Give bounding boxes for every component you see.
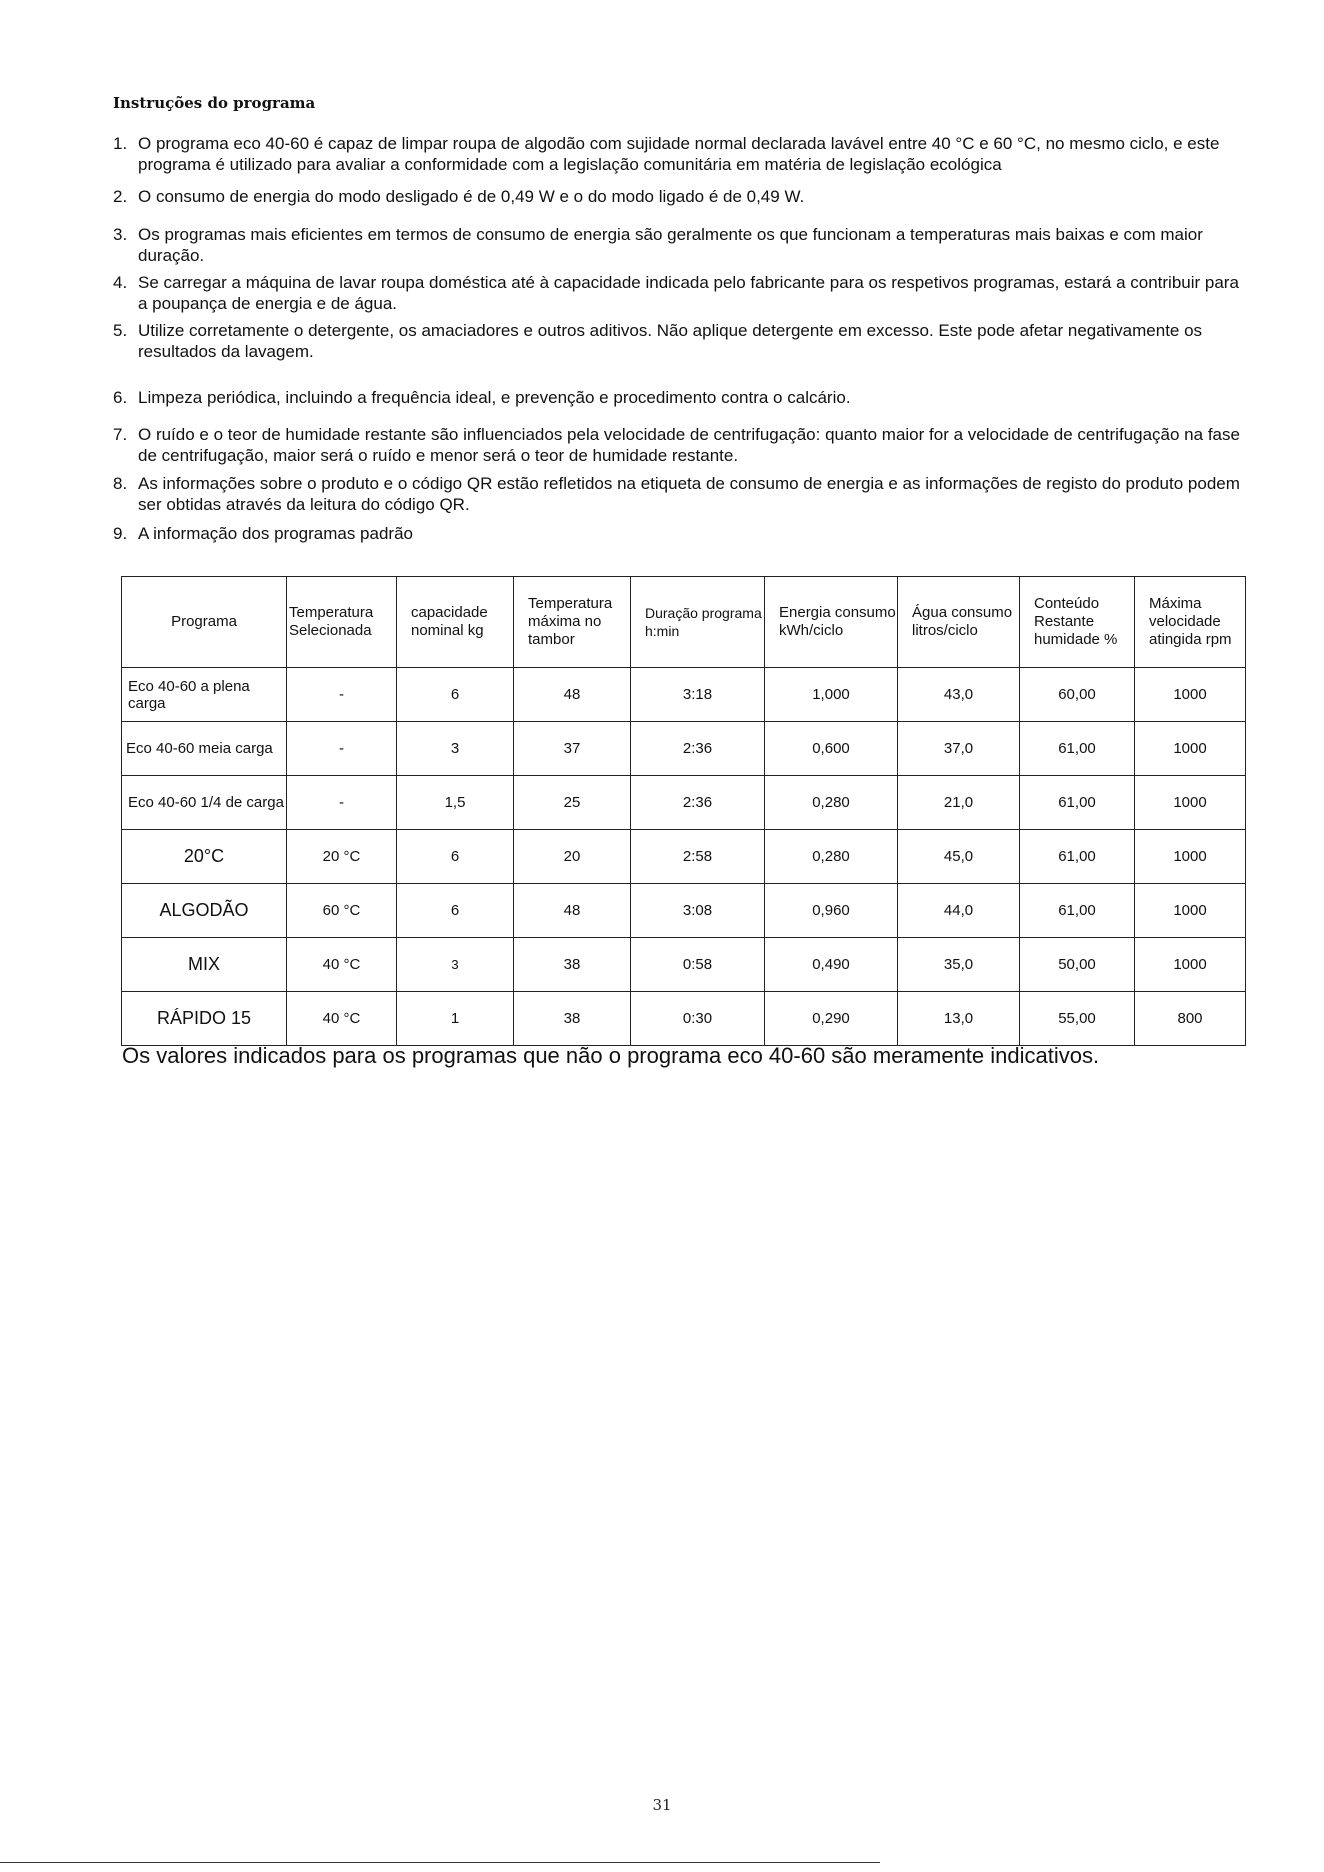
table-row bbox=[122, 722, 1246, 776]
table-row bbox=[122, 992, 1246, 1046]
table-cell: 37 bbox=[514, 722, 631, 776]
program-cell: Eco 40-60 1/4 de carga bbox=[122, 776, 287, 830]
table-cell: 13,0 bbox=[898, 992, 1020, 1046]
column-header: capacidade nominal kg bbox=[397, 577, 514, 668]
table-row bbox=[122, 776, 1246, 830]
table-cell: 21,0 bbox=[898, 776, 1020, 830]
list-item-text: O programa eco 40-60 é capaz de limpar roupa de algodão com sujidade normal declarada lavável entre 40 °C e 60 °C, no mesmo ciclo, e este programa é utilizado para avaliar a conformidade com a legislação comunitária em matéria de legislação ecológica bbox=[138, 134, 1220, 174]
list-item-number: 8. bbox=[113, 474, 128, 493]
column-header: Máxima velocidade atingida rpm bbox=[1135, 577, 1246, 668]
list-item-text: Utilize corretamente o detergente, os amaciadores e outros aditivos. Não aplique detergente em excesso. Este pode afetar negativamente os resultados da lavagem. bbox=[138, 321, 1203, 361]
column-header: Água consumo litros/ciclo bbox=[898, 577, 1020, 668]
program-cell: Eco 40-60 meia carga bbox=[122, 722, 287, 776]
program-cell: 20°C bbox=[122, 830, 287, 884]
table-cell: 1 bbox=[397, 992, 514, 1046]
column-header: Temperatura Selecionada bbox=[287, 577, 397, 668]
list-item-number: 2. bbox=[113, 187, 128, 206]
table-cell: 6 bbox=[397, 830, 514, 884]
table-cell: 1000 bbox=[1135, 722, 1246, 776]
table-header-row bbox=[122, 577, 1246, 668]
table-cell: 61,00 bbox=[1020, 830, 1135, 884]
list-item-number: 6. bbox=[113, 388, 128, 407]
table-cell: 48 bbox=[514, 668, 631, 722]
table-cell: 3 bbox=[397, 938, 514, 992]
column-header: Programa bbox=[122, 577, 287, 668]
table-cell: 1000 bbox=[1135, 884, 1246, 938]
table-cell: 2:36 bbox=[631, 722, 765, 776]
table-cell: 55,00 bbox=[1020, 992, 1135, 1046]
table-cell: 38 bbox=[514, 992, 631, 1046]
column-header: Energia consumo kWh/ciclo bbox=[765, 577, 898, 668]
table-cell: - bbox=[287, 722, 397, 776]
page-number: 31 bbox=[652, 1796, 672, 1814]
program-data-table bbox=[121, 576, 1246, 1046]
table-cell: 0,290 bbox=[765, 992, 898, 1046]
list-item-text: Se carregar a máquina de lavar roupa doméstica até à capacidade indicada pelo fabricante para os respetivos programas, estará a contribuir para a poupança de energia e de água. bbox=[138, 273, 1239, 313]
table-cell: 1000 bbox=[1135, 938, 1246, 992]
table-cell: 6 bbox=[397, 884, 514, 938]
list-item-text: O ruído e o teor de humidade restante são influenciados pela velocidade de centrifugação: quanto maior for a velocidade de centrifugação na fase de centrifugação, maior será o ruído e menor será o teor de humidade restante. bbox=[138, 425, 1240, 465]
table-cell: 6 bbox=[397, 668, 514, 722]
table-cell: - bbox=[287, 668, 397, 722]
table-cell: 48 bbox=[514, 884, 631, 938]
table-row bbox=[122, 668, 1246, 722]
table-cell: 1000 bbox=[1135, 830, 1246, 884]
list-item-number: 4. bbox=[113, 273, 128, 292]
table-cell: 20 °C bbox=[287, 830, 397, 884]
table-cell: 38 bbox=[514, 938, 631, 992]
list-item-number: 1. bbox=[113, 134, 128, 153]
table-cell: 800 bbox=[1135, 992, 1246, 1046]
table-row bbox=[122, 884, 1246, 938]
table-cell: 25 bbox=[514, 776, 631, 830]
table-cell: 61,00 bbox=[1020, 722, 1135, 776]
column-header: Conteúdo Restante humidade % bbox=[1020, 577, 1135, 668]
list-item-number: 3. bbox=[113, 225, 128, 244]
list-item-text: A informação dos programas padrão bbox=[138, 524, 413, 543]
column-header: Temperatura máxima no tambor bbox=[514, 577, 631, 668]
table-cell: 40 °C bbox=[287, 938, 397, 992]
list-item-text: Os programas mais eficientes em termos de consumo de energia são geralmente os que funcionam a temperaturas mais baixas e com maior duração. bbox=[138, 225, 1203, 265]
table-cell: 44,0 bbox=[898, 884, 1020, 938]
list-item-text: As informações sobre o produto e o código QR estão refletidos na etiqueta de consumo de energia e as informações de registo do produto podem ser obtidas através da leitura do código QR. bbox=[138, 474, 1240, 514]
table-cell: - bbox=[287, 776, 397, 830]
table-cell: 1,5 bbox=[397, 776, 514, 830]
program-cell: RÁPIDO 15 bbox=[122, 992, 287, 1046]
program-cell: ALGODÃO bbox=[122, 884, 287, 938]
table-cell: 1000 bbox=[1135, 776, 1246, 830]
table-cell: 35,0 bbox=[898, 938, 1020, 992]
list-item-text: Limpeza periódica, incluindo a frequência ideal, e prevenção e procedimento contra o calcário. bbox=[138, 388, 851, 407]
program-cell: Eco 40-60 a plena carga bbox=[122, 668, 287, 722]
list-item-number: 7. bbox=[113, 425, 128, 444]
table-cell: 43,0 bbox=[898, 668, 1020, 722]
table-cell: 3:18 bbox=[631, 668, 765, 722]
table-cell: 0,600 bbox=[765, 722, 898, 776]
list-item-number: 9. bbox=[113, 524, 128, 543]
table-cell: 2:58 bbox=[631, 830, 765, 884]
table-cell: 37,0 bbox=[898, 722, 1020, 776]
table-cell: 60,00 bbox=[1020, 668, 1135, 722]
table-cell: 0,280 bbox=[765, 776, 898, 830]
table-cell: 0,960 bbox=[765, 884, 898, 938]
table-row bbox=[122, 830, 1246, 884]
program-cell: MIX bbox=[122, 938, 287, 992]
footer-divider bbox=[0, 1862, 880, 1863]
table-cell: 61,00 bbox=[1020, 884, 1135, 938]
table-cell: 20 bbox=[514, 830, 631, 884]
table-cell: 1,000 bbox=[765, 668, 898, 722]
table-cell: 45,0 bbox=[898, 830, 1020, 884]
table-cell: 40 °C bbox=[287, 992, 397, 1046]
indicative-values-note: Os valores indicados para os programas que não o programa eco 40-60 são meramente indicativos. bbox=[122, 1043, 1100, 1068]
table-cell: 3 bbox=[397, 722, 514, 776]
table-cell: 0:30 bbox=[631, 992, 765, 1046]
table-cell: 2:36 bbox=[631, 776, 765, 830]
table-cell: 60 °C bbox=[287, 884, 397, 938]
table-cell: 61,00 bbox=[1020, 776, 1135, 830]
table-row bbox=[122, 938, 1246, 992]
table-cell: 0,280 bbox=[765, 830, 898, 884]
table-cell: 50,00 bbox=[1020, 938, 1135, 992]
section-heading: Instruções do programa bbox=[113, 94, 316, 112]
list-item-text: O consumo de energia do modo desligado é de 0,49 W e o do modo ligado é de 0,49 W. bbox=[138, 187, 805, 206]
table-cell: 0,490 bbox=[765, 938, 898, 992]
table-cell: 3:08 bbox=[631, 884, 765, 938]
table-cell: 1000 bbox=[1135, 668, 1246, 722]
column-header: Duração programa h:min bbox=[631, 577, 765, 668]
table-cell: 0:58 bbox=[631, 938, 765, 992]
list-item-number: 5. bbox=[113, 321, 128, 340]
